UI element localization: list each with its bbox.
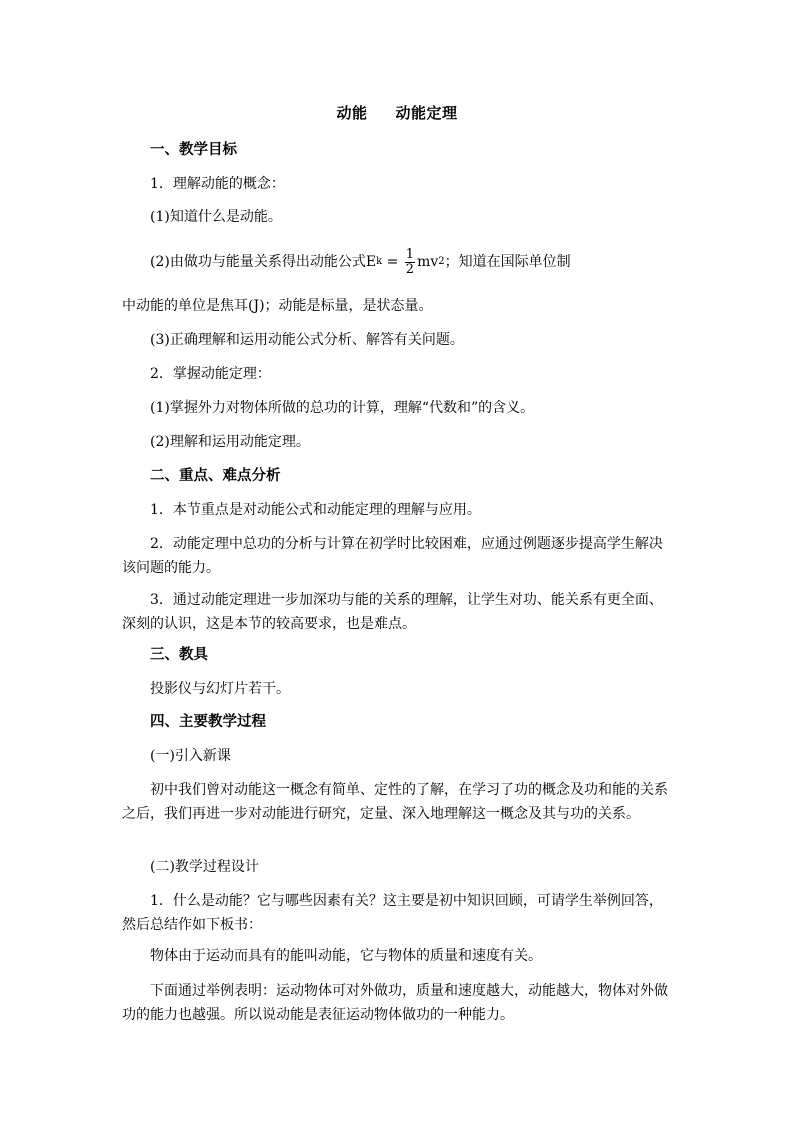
key-point-3: 3．通过动能定理进一步加深功与能的关系的理解，让学生对功、能关系有更全面、深刻的认识，这是本节的较高要求，也是难点。 xyxy=(122,592,663,632)
formula-fraction xyxy=(405,248,415,277)
process-intro: 初中我们曾对动能这一概念有简单、定性的了解，在学习了功的概念及功和能的关系之后，我们再进一步对动能进行研究，定量、深入地理解这一概念及其与功的关系。 xyxy=(122,782,668,822)
process-step-1: 1．什么是动能？它与哪些因素有关？这主要是初中知识回顾，可请学生举例回答，然后总结作如下板书： xyxy=(122,893,663,933)
process-sub-2: (二)教学过程设计 xyxy=(150,859,259,875)
process-step-1-example: 下面通过举例表明：运动物体可对外做功，质量和速度越大，动能越大，物体对外做功的能力也越强。所以说动能是表征运动物体做功的一种能力。 xyxy=(122,983,668,1023)
kinetic-energy-formula xyxy=(366,248,445,277)
objective-1: 1．理解动能的概念： xyxy=(150,176,285,192)
key-point-2: 2．动能定理中总功的分析与计算在初学时比较困难，应通过例题逐步提高学生解决该问题的能力。 xyxy=(122,536,663,576)
formula-numerator: 1 xyxy=(405,246,415,262)
section-heading-tools: 三、教具 xyxy=(150,646,208,663)
tools-text: 投影仪与幻灯片若干。 xyxy=(150,681,290,697)
title-part2: 动能定理 xyxy=(395,104,458,122)
objective-1b xyxy=(150,242,571,282)
process-sub-1: (一)引入新课 xyxy=(150,748,231,764)
objective-2b: (2)理解和运用动能定理。 xyxy=(150,434,310,450)
key-point-1: 1．本节重点是对动能公式和动能定理的理解与应用。 xyxy=(150,502,481,518)
objective-2: 2．掌握动能定理： xyxy=(150,366,271,382)
page-title xyxy=(0,102,794,123)
title-part1: 动能 xyxy=(336,104,368,122)
formula-sup: 2 xyxy=(438,256,445,267)
formula-eq: = xyxy=(382,254,403,270)
objective-1b-post: ；知道在国际单位制 xyxy=(444,254,571,270)
section-heading-objectives: 一、教学目标 xyxy=(150,141,237,158)
board-note: 物体由于运动而具有的能叫动能，它与物体的质量和速度有关。 xyxy=(150,948,542,964)
objective-2a: (1)掌握外力对物体所做的总功的计算，理解“代数和”的含义。 xyxy=(150,400,535,416)
objective-1b-cont: 中动能的单位是焦耳(J)；动能是标量，是状态量。 xyxy=(122,298,433,314)
formula-sub: k xyxy=(376,256,383,267)
objective-1a: (1)知道什么是动能。 xyxy=(150,209,282,225)
section-heading-process: 四、主要教学过程 xyxy=(150,713,266,730)
objective-1b-pre: (2)由做功与能量关系得出动能公式 xyxy=(150,254,366,270)
section-heading-key-points: 二、重点、难点分析 xyxy=(150,467,281,484)
formula-denominator: 2 xyxy=(405,261,415,277)
objective-1c: (3)正确理解和运用动能公式分析、解答有关问题。 xyxy=(150,332,464,348)
formula-e: E xyxy=(365,254,377,270)
formula-mv: mv xyxy=(417,254,439,270)
